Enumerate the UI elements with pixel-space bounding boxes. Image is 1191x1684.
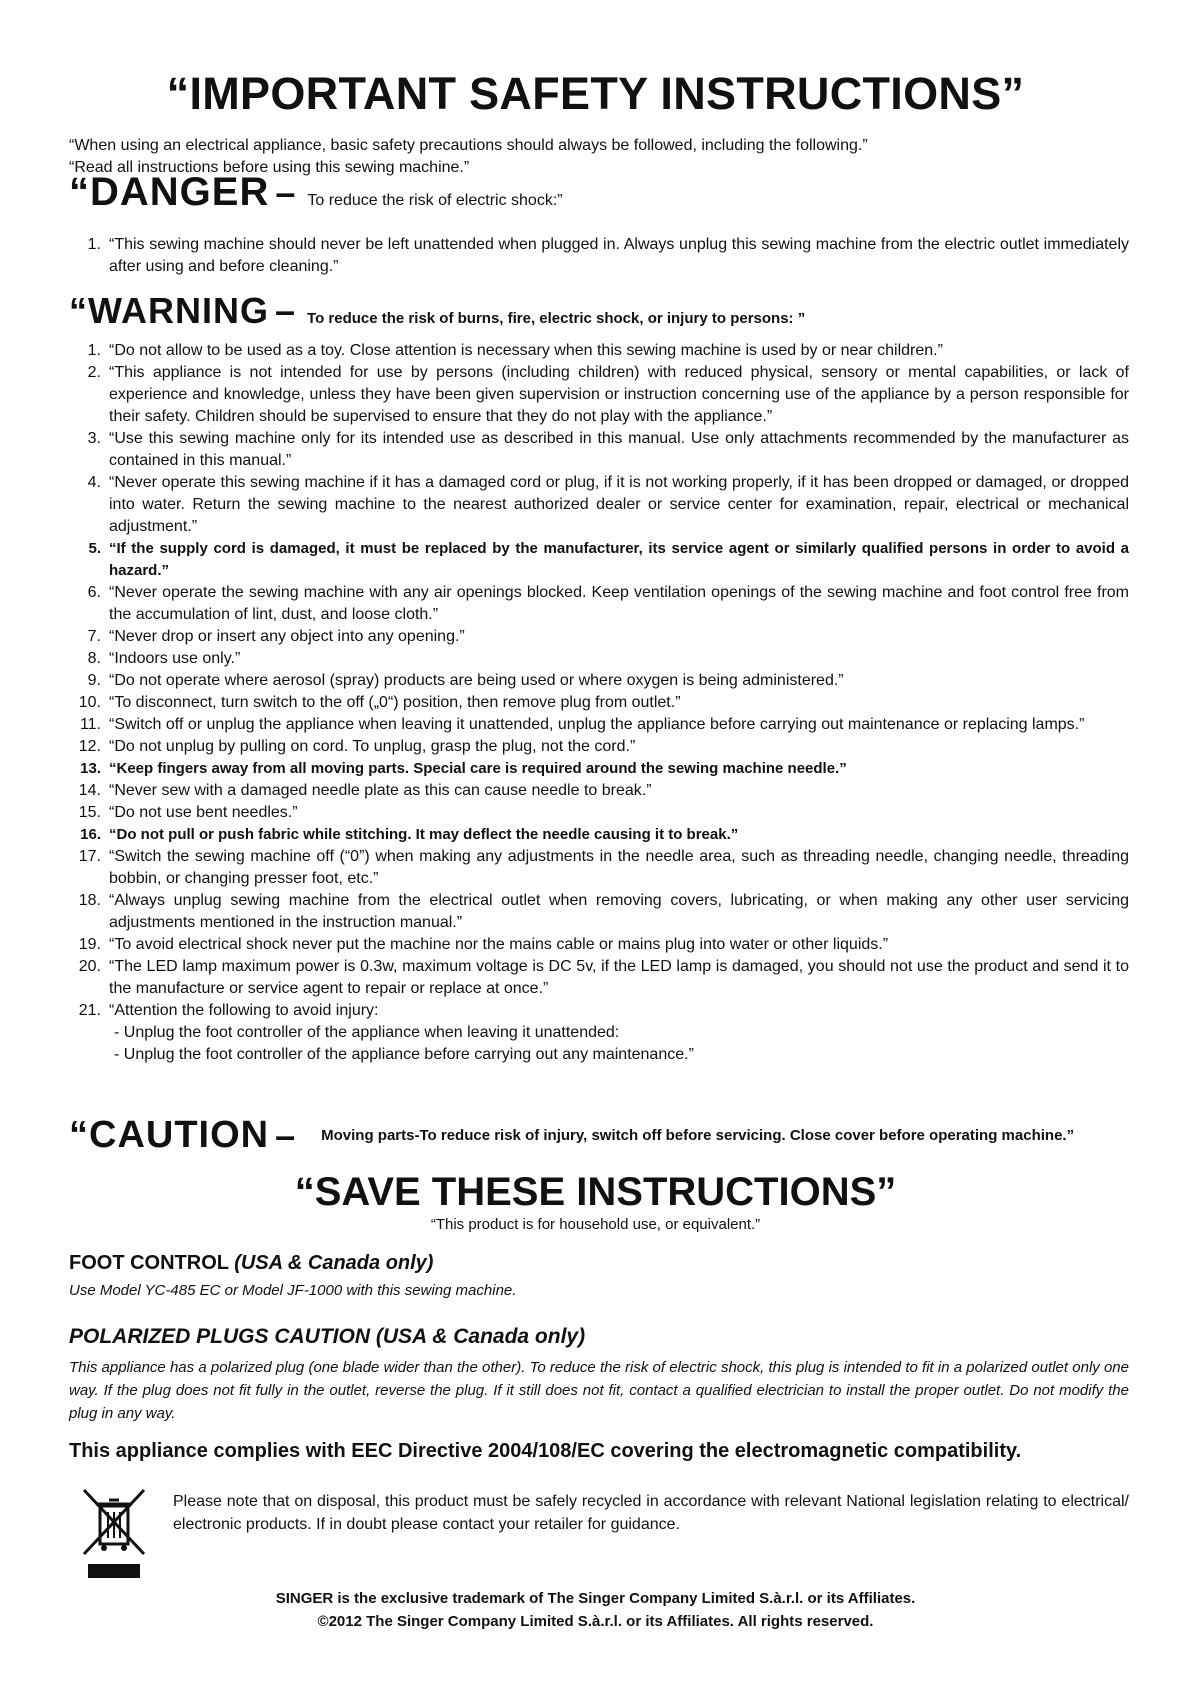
warning-item-21-sub-1: - Unplug the foot controller of the appliance when leaving it unattended: bbox=[114, 1024, 620, 1041]
warning-item-2 bbox=[69, 362, 1129, 428]
warning-description: To reduce the risk of burns, fire, electric shock, or injury to persons: ” bbox=[307, 310, 806, 327]
trademark-line: SINGER is the exclusive trademark of The Singer Company Limited S.à.r.l. or its Affiliates. bbox=[275, 1590, 916, 1607]
item-text: “Switch off or unplug the appliance when leaving it unattended, unplug the appliance before carrying out maintenance or replacing lamps.” bbox=[109, 716, 1085, 733]
item-number: 10. bbox=[78, 694, 101, 711]
item-number: 1. bbox=[87, 236, 101, 253]
item-text: “Switch the sewing machine off (“0”) when making any adjustments in the needle area, such as threading needle, changing needle, threading bobbin, or changing presser foot, etc.” bbox=[109, 848, 1129, 887]
caution-dash: – bbox=[275, 1114, 296, 1156]
warning-item-16 bbox=[69, 824, 1129, 846]
foot-control-region-note: (USA & Canada only) bbox=[234, 1252, 434, 1274]
foot-control-text: Use Model YC-485 EC or Model JF-1000 with this sewing machine. bbox=[69, 1282, 517, 1299]
item-text: “Never drop or insert any object into any opening.” bbox=[109, 628, 465, 645]
danger-list bbox=[69, 234, 1129, 278]
item-number: 2. bbox=[87, 364, 101, 381]
item-text: “Do not pull or push fabric while stitching. It may deflect the needle causing it to break.” bbox=[109, 826, 739, 843]
warning-item-7 bbox=[69, 626, 1129, 648]
warning-item-12 bbox=[69, 736, 1129, 758]
warning-item-17 bbox=[69, 846, 1129, 890]
polarized-plugs-text: This appliance has a polarized plug (one blade wider than the other). To reduce the risk of electric shock, this plug is intended to fit in a polarized outlet only one way. If the plug does not fit fully in the outlet, reverse the plug. If it still does not fit, contact a qualified electrician to install the proper outlet. Do not modify the plug in any way. bbox=[69, 1359, 1129, 1422]
item-number: 9. bbox=[87, 672, 101, 689]
warning-item-11 bbox=[69, 714, 1129, 736]
item-text: “If the supply cord is damaged, it must be replaced by the manufacturer, its service agent or similarly qualified persons in order to avoid a hazard.” bbox=[109, 540, 1129, 579]
item-text: “Never operate the sewing machine with any air openings blocked. Keep ventilation openings of the sewing machine and foot control free from the accumulation of lint, dust, and loose cloth.” bbox=[109, 584, 1129, 623]
danger-dash: – bbox=[275, 172, 296, 213]
item-number: 15. bbox=[78, 804, 101, 821]
save-instructions-title: “SAVE THESE INSTRUCTIONS” bbox=[294, 1170, 897, 1214]
item-text: “This sewing machine should never be left unattended when plugged in. Always unplug this sewing machine from the electric outlet immediately after using and before cleaning.” bbox=[109, 236, 1129, 275]
warning-item-3 bbox=[69, 428, 1129, 472]
item-text: “Do not use bent needles.” bbox=[109, 804, 298, 821]
warning-item-6 bbox=[69, 582, 1129, 626]
intro-line-1: “When using an electrical appliance, basic safety precautions should always be followed, including the following.” bbox=[69, 137, 868, 154]
item-text: “Never operate this sewing machine if it has a damaged cord or plug, if it is not working properly, if it has been dropped or damaged, or dropped into water. Return the sewing machine to the nearest authorized dealer or service center for examination, repair, electrical or mechanical adjustment.” bbox=[109, 474, 1129, 535]
item-number: 14. bbox=[78, 782, 101, 799]
danger-word: “DANGER bbox=[69, 170, 270, 214]
item-number: 13. bbox=[80, 760, 101, 777]
household-use-note: “This product is for household use, or equivalent.” bbox=[430, 1216, 761, 1233]
warning-item-10 bbox=[69, 692, 1129, 714]
item-text: “Always unplug sewing machine from the electrical outlet when removing covers, lubricating, or when making any other user servicing adjustments mentioned in the instruction manual.” bbox=[109, 892, 1129, 931]
warning-word: “WARNING bbox=[69, 290, 269, 331]
item-text: “To avoid electrical shock never put the machine nor the mains cable or mains plug into water or other liquids.” bbox=[109, 936, 889, 953]
item-text: “Do not allow to be used as a toy. Close attention is necessary when this sewing machine is used by or near children.” bbox=[109, 342, 943, 359]
page-title: “IMPORTANT SAFETY INSTRUCTIONS” bbox=[166, 68, 1025, 119]
item-number: 8. bbox=[87, 650, 101, 667]
item-number: 7. bbox=[87, 628, 101, 645]
item-number: 4. bbox=[87, 474, 101, 491]
item-text: “This appliance is not intended for use by persons (including children) with reduced physical, sensory or mental capabilities, or lack of experience and knowledge, unless they have been given supervision or instruction concerning use of the appliance by a person responsible for their safety. Children should be supervised to ensure that they do not play with the appliance.” bbox=[109, 364, 1129, 425]
item-number: 1. bbox=[87, 342, 101, 359]
item-number: 16. bbox=[80, 826, 101, 843]
item-number: 19. bbox=[78, 936, 101, 953]
warning-item-13 bbox=[69, 758, 1129, 780]
item-text: “The LED lamp maximum power is 0.3w, maximum voltage is DC 5v, if the LED lamp is damaged, you should not use the product and send it to the manufacture or service agent to repair or replace at once.” bbox=[109, 958, 1129, 997]
item-number: 6. bbox=[87, 584, 101, 601]
item-number: 11. bbox=[79, 716, 101, 733]
warning-item-8 bbox=[69, 648, 1129, 670]
warning-item-21 bbox=[69, 1000, 1129, 1022]
item-text: “Do not operate where aerosol (spray) products are being used or where oxygen is being administered.” bbox=[109, 672, 844, 689]
warning-item-9 bbox=[69, 670, 1129, 692]
item-text: “Attention the following to avoid injury: bbox=[109, 1002, 379, 1019]
item-number: 3. bbox=[87, 430, 101, 447]
item-text: “Keep fingers away from all moving parts. Special care is required around the sewing machine needle.” bbox=[109, 760, 847, 777]
item-number: 18. bbox=[78, 892, 101, 909]
item-text: “Use this sewing machine only for its intended use as described in this manual. Use only attachments recommended by the manufacturer as contained in this manual.” bbox=[109, 430, 1129, 469]
item-number: 5. bbox=[88, 540, 101, 557]
intro-line-2: “Read all instructions before using this sewing machine.” bbox=[69, 159, 470, 176]
warning-dash: – bbox=[275, 290, 296, 331]
danger-description: To reduce the risk of electric shock:” bbox=[307, 192, 563, 209]
foot-control-title: FOOT CONTROL bbox=[69, 1252, 229, 1274]
eec-compliance-statement: This appliance complies with EEC Directive 2004/108/EC covering the electromagnetic compatibility. bbox=[69, 1440, 1022, 1462]
caution-heading bbox=[69, 1114, 1129, 1157]
caution-description: Moving parts-To reduce risk of injury, switch off before servicing. Close cover before operating machine.” bbox=[321, 1127, 1075, 1144]
crossed-out-wheeled-bin-icon bbox=[82, 1488, 146, 1580]
trademark-footer bbox=[0, 1587, 1191, 1633]
warning-item-21-sub-2: - Unplug the foot controller of the appliance before carrying out any maintenance.” bbox=[114, 1046, 694, 1063]
warning-item-19 bbox=[69, 934, 1129, 956]
disposal-notice: Please note that on disposal, this product must be safely recycled in accordance with relevant National legislation relating to electrical/ electronic products. If in doubt please contact your retailer for guidance. bbox=[173, 1493, 1129, 1533]
warning-item-1 bbox=[69, 340, 1129, 362]
warning-item-4 bbox=[69, 472, 1129, 538]
warning-item-18 bbox=[69, 890, 1129, 934]
item-number: 20. bbox=[78, 958, 101, 975]
item-number: 17. bbox=[78, 848, 101, 865]
item-number: 12. bbox=[78, 738, 101, 755]
foot-control-heading bbox=[69, 1252, 433, 1275]
danger-item-1 bbox=[69, 234, 1129, 278]
item-number: 21. bbox=[78, 1002, 101, 1019]
warning-heading bbox=[69, 290, 805, 332]
caution-word: “CAUTION bbox=[69, 1114, 270, 1156]
item-text: “Do not unplug by pulling on cord. To unplug, grasp the plug, not the cord.” bbox=[109, 738, 636, 755]
warning-list bbox=[69, 340, 1129, 1066]
item-text: “Never sew with a damaged needle plate as this can cause needle to break.” bbox=[109, 782, 652, 799]
copyright-line: ©2012 The Singer Company Limited S.à.r.l. or its Affiliates. All rights reserved. bbox=[317, 1613, 874, 1630]
item-text: “Indoors use only.” bbox=[109, 650, 241, 667]
item-text: “To disconnect, turn switch to the off („0“) position, then remove plug from outlet.” bbox=[109, 694, 681, 711]
warning-item-20 bbox=[69, 956, 1129, 1000]
warning-item-5 bbox=[69, 538, 1129, 582]
polarized-plugs-heading: POLARIZED PLUGS CAUTION (USA & Canada only) bbox=[69, 1325, 586, 1348]
warning-item-15 bbox=[69, 802, 1129, 824]
warning-item-14 bbox=[69, 780, 1129, 802]
danger-heading bbox=[69, 170, 563, 215]
